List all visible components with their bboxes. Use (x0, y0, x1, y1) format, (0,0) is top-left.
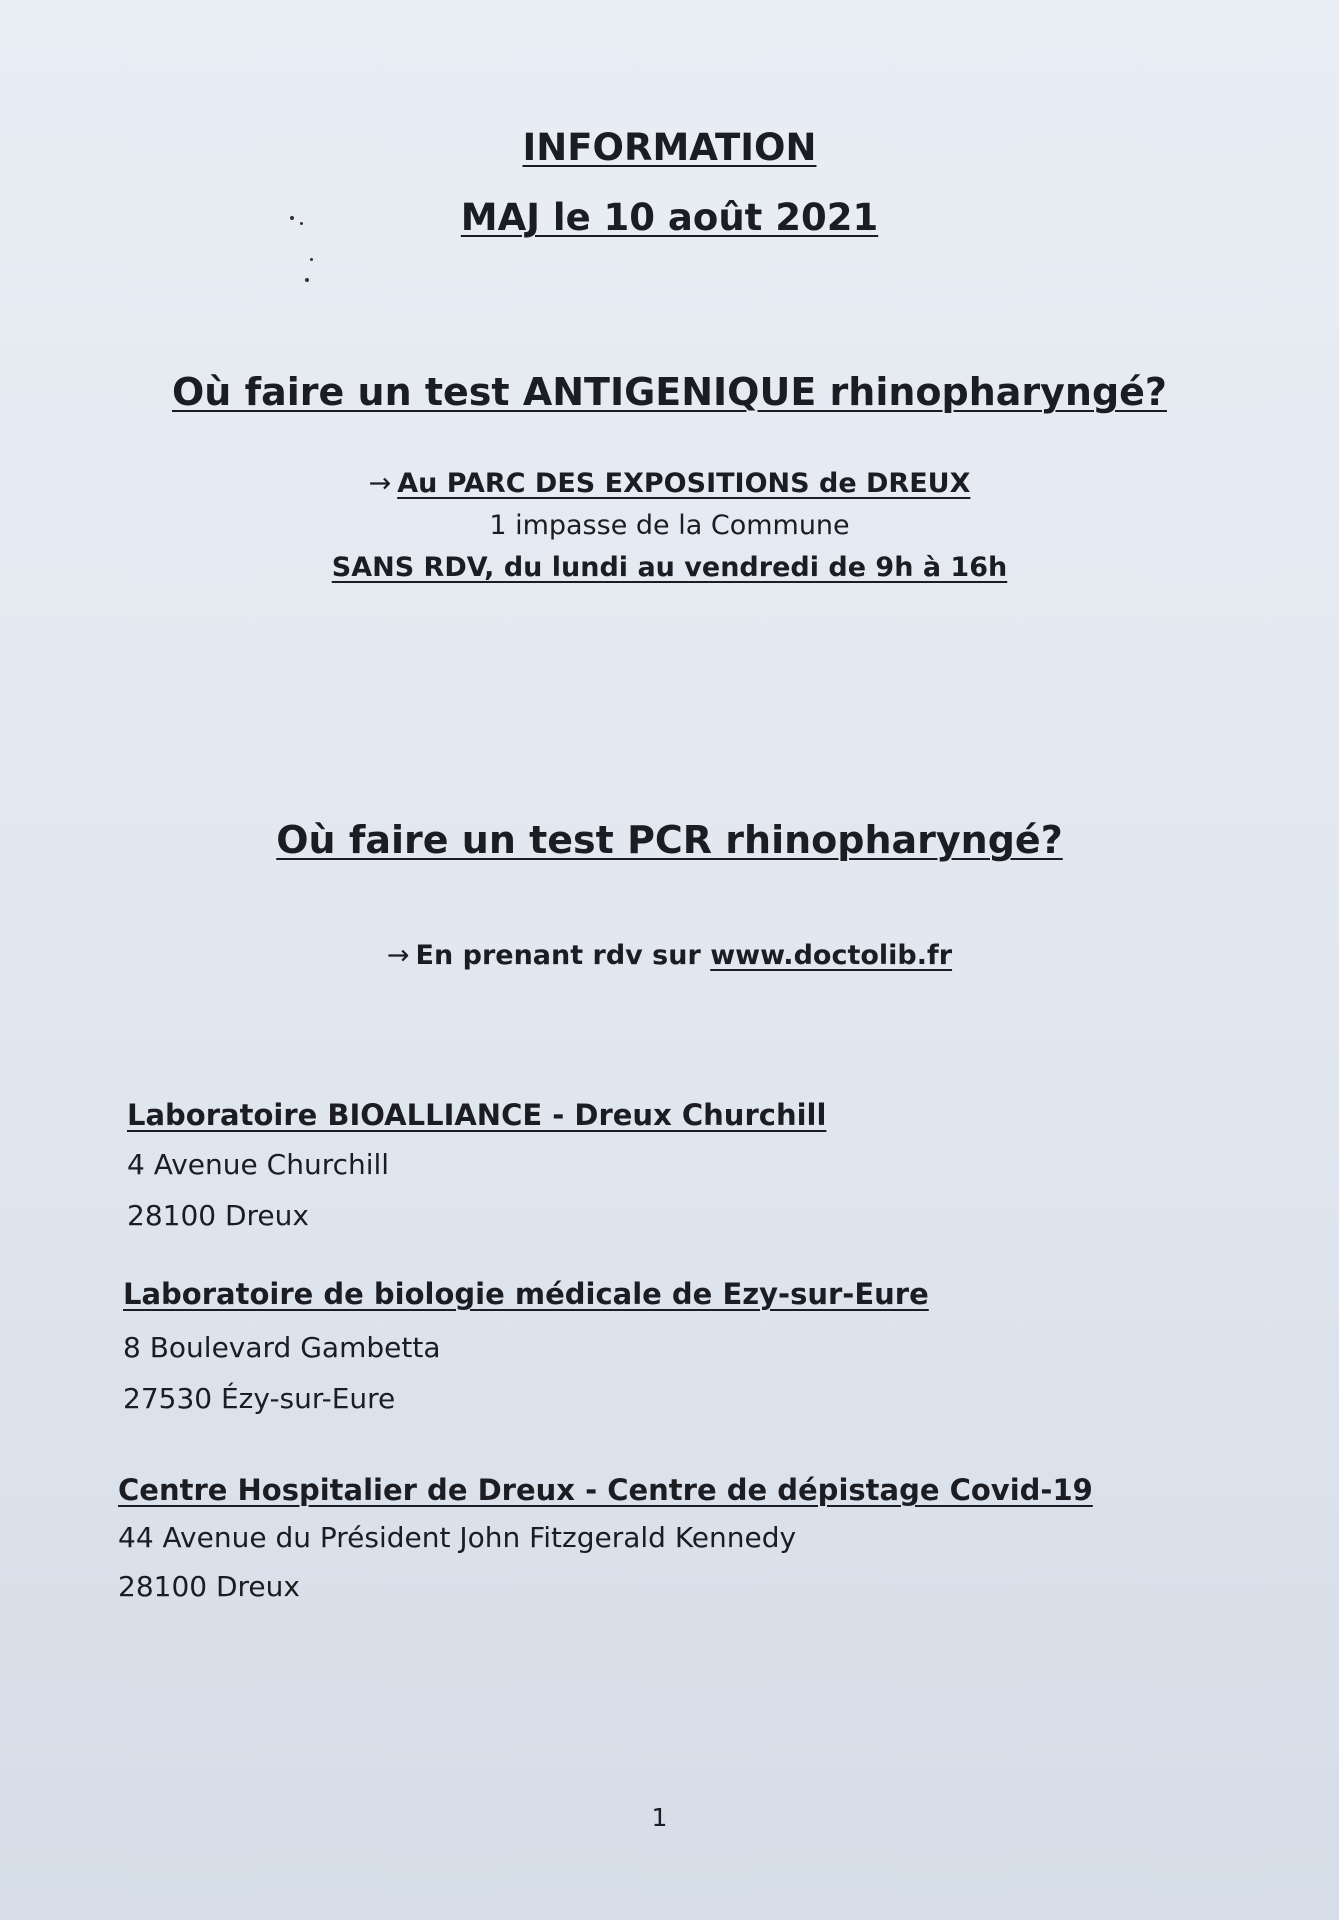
antigen-heading: Où faire un test ANTIGENIQUE rhinopharyngé? (172, 370, 1167, 414)
print-speck (310, 258, 313, 261)
antigen-address: 1 impasse de la Commune (489, 510, 850, 541)
antigen-hours: SANS RDV, du lundi au vendredi de 9h à 16h (331, 552, 1008, 583)
update-date: MAJ le 10 août 2021 (460, 196, 879, 239)
document-title: INFORMATION (522, 126, 817, 169)
lab-name: Laboratoire de biologie médicale de Ezy-sur-Eure (123, 1277, 929, 1311)
lab-name: Laboratoire BIOALLIANCE - Dreux Churchill (127, 1098, 827, 1132)
arrow-icon: → (386, 940, 410, 971)
lab-street: 8 Boulevard Gambetta (123, 1331, 441, 1364)
arrow-icon: → (368, 468, 392, 499)
lab-entry (123, 1277, 929, 1415)
lab-name: Centre Hospitalier de Dreux - Centre de dépistage Covid-19 (118, 1473, 1093, 1507)
pcr-booking: → En prenant rdv sur www.doctolib.fr (386, 940, 953, 971)
lab-street: 44 Avenue du Président John Fitzgerald Kennedy (118, 1521, 797, 1554)
pcr-heading: Où faire un test PCR rhinopharyngé? (276, 818, 1063, 862)
print-speck (305, 278, 309, 282)
lab-city: 27530 Ézy-sur-Eure (123, 1382, 396, 1415)
lab-city: 28100 Dreux (127, 1199, 309, 1232)
page-number: 1 (651, 1803, 668, 1832)
antigen-place: → Au PARC DES EXPOSITIONS de DREUX (368, 468, 971, 499)
doctolib-link[interactable]: www.doctolib.fr (710, 940, 953, 971)
lab-entry (127, 1098, 826, 1232)
lab-city: 28100 Dreux (118, 1570, 300, 1603)
lab-entry (118, 1473, 1093, 1603)
lab-street: 4 Avenue Churchill (127, 1148, 390, 1181)
